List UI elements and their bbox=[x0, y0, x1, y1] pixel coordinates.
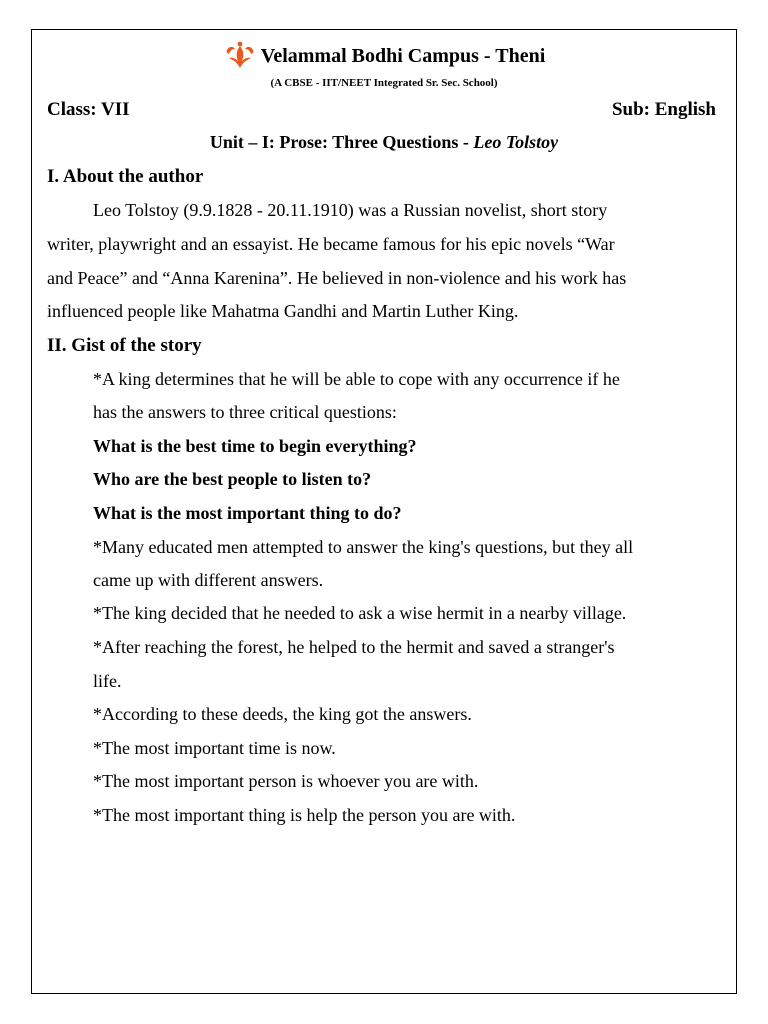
gist-point: *According to these deeds, the king got the answers. bbox=[93, 704, 472, 724]
gist-point: *After reaching the forest, he helped to the hermit and saved a stranger's bbox=[93, 637, 615, 657]
about-line: Leo Tolstoy (9.9.1828 - 20.11.1910) was a Russian novelist, short story bbox=[93, 200, 608, 220]
unit-title bbox=[0, 132, 768, 153]
gist-point: *The most important person is whoever you are with. bbox=[93, 771, 479, 791]
section-heading-about-author: I. About the author bbox=[47, 166, 204, 187]
gist-point: *Many educated men attempted to answer the king's questions, but they all bbox=[93, 537, 634, 557]
school-subtitle: (A CBSE - IIT/NEET Integrated Sr. Sec. School) bbox=[270, 77, 498, 89]
unit-title-text: Unit – I: Prose: Three Questions - bbox=[209, 132, 474, 152]
class-label: Class: VII bbox=[47, 99, 130, 120]
about-line: influenced people like Mahatma Gandhi and Martin Luther King. bbox=[47, 301, 519, 321]
gist-point: *The king decided that he needed to ask a wise hermit in a nearby village. bbox=[93, 603, 627, 623]
question-line: What is the best time to begin everything? bbox=[93, 436, 417, 456]
gist-intro-line: *A king determines that he will be able to cope with any occurrence if he bbox=[93, 369, 620, 389]
unit-author: Leo Tolstoy bbox=[473, 132, 559, 152]
gist-point: came up with different answers. bbox=[93, 570, 324, 590]
subject-label: Sub: English bbox=[611, 99, 716, 120]
about-line: and Peace” and “Anna Karenina”. He believed in non-violence and his work has bbox=[47, 268, 627, 288]
about-line: writer, playwright and an essayist. He became famous for his epic novels “War bbox=[47, 234, 615, 254]
flame-leaf-logo-icon bbox=[223, 40, 257, 70]
question-line: What is the most important thing to do? bbox=[93, 503, 402, 523]
gist-point: life. bbox=[93, 671, 122, 691]
gist-point: *The most important thing is help the person you are with. bbox=[93, 805, 516, 825]
gist-point: *The most important time is now. bbox=[93, 738, 336, 758]
school-name: Velammal Bodhi Campus - Theni bbox=[260, 45, 546, 67]
gist-intro-line: has the answers to three critical questions: bbox=[93, 402, 397, 422]
school-header bbox=[0, 40, 768, 70]
question-line: Who are the best people to listen to? bbox=[93, 469, 372, 489]
section-heading-gist: II. Gist of the story bbox=[47, 335, 202, 356]
